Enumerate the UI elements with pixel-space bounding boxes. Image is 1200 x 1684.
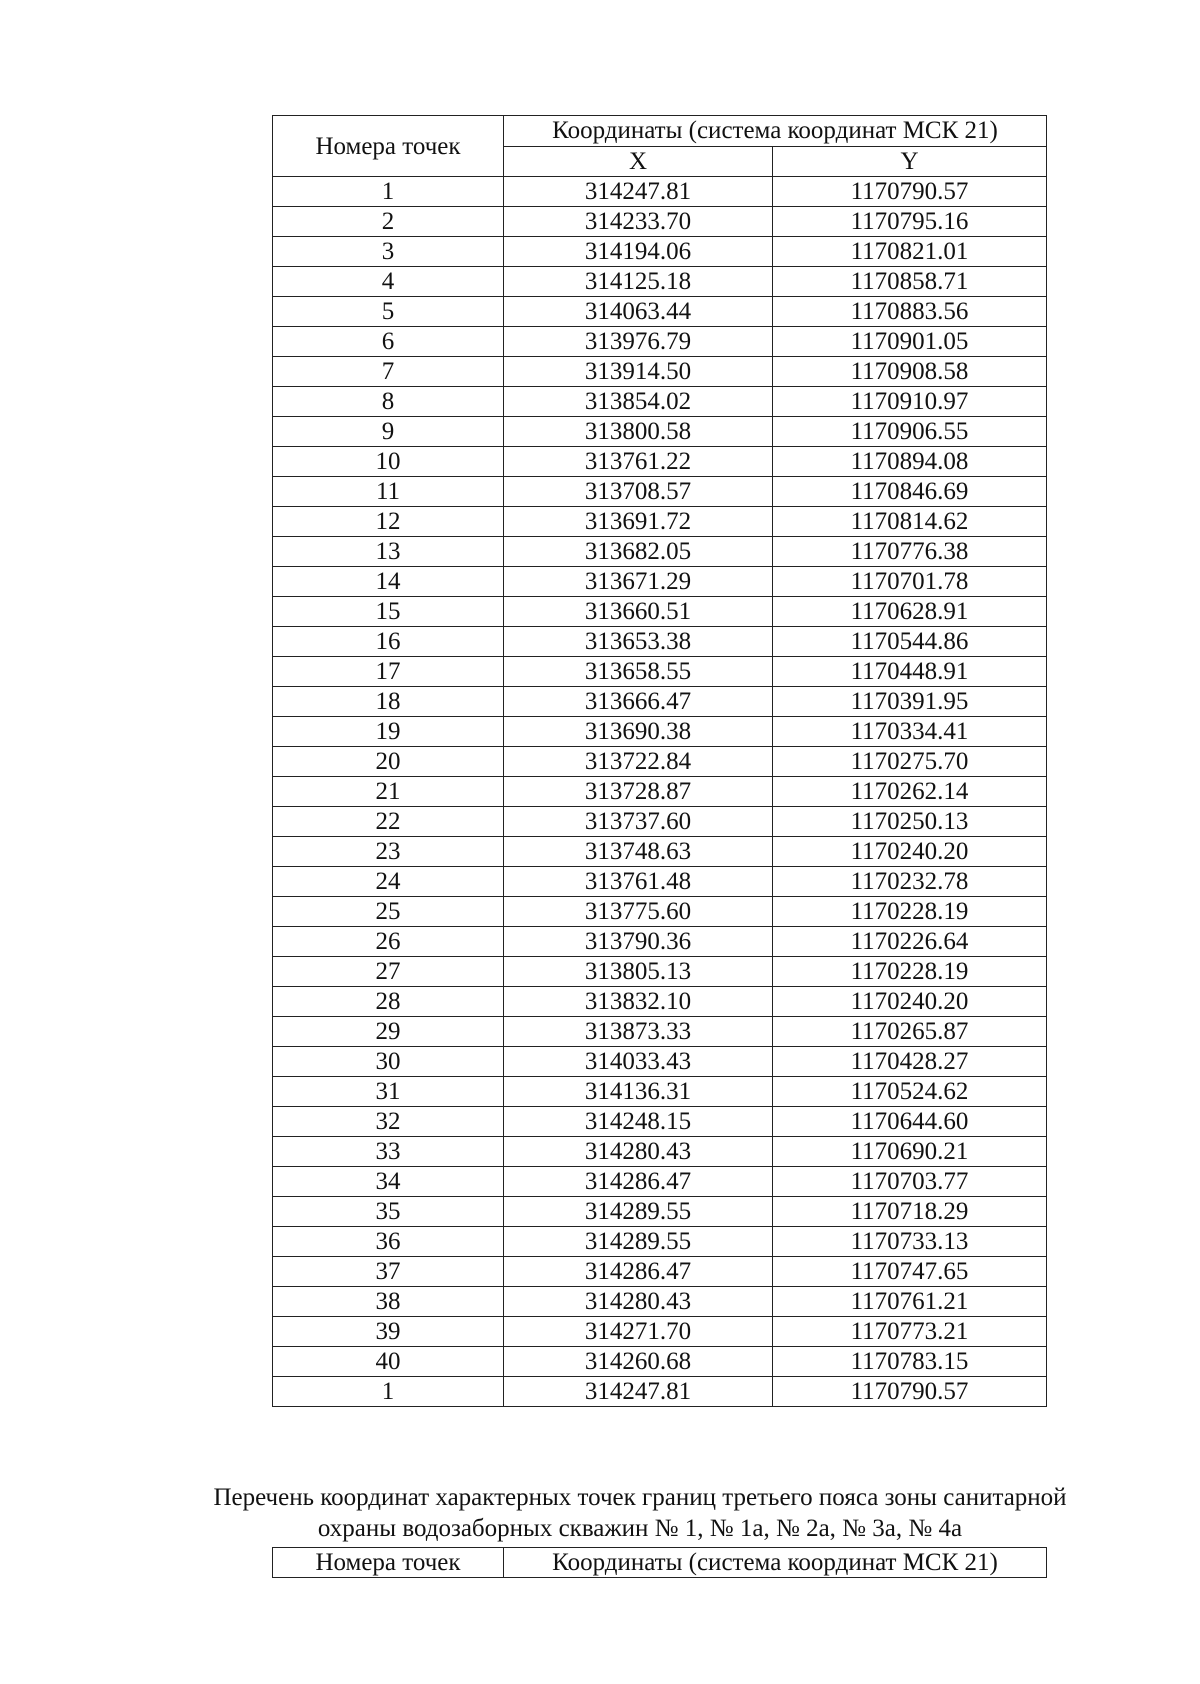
point-number-cell: 29 [273,1017,504,1047]
point-number-cell: 28 [273,987,504,1017]
header-coordinates: Координаты (система координат МСК 21) [504,116,1047,147]
y-coordinate-cell: 1170901.05 [773,327,1047,357]
x-coordinate-cell: 314280.43 [504,1287,773,1317]
point-number-cell: 15 [273,597,504,627]
y-coordinate-cell: 1170910.97 [773,387,1047,417]
table-row [273,1347,1047,1377]
point-number-cell: 14 [273,567,504,597]
point-number-cell: 19 [273,717,504,747]
point-number-cell: 5 [273,297,504,327]
y-coordinate-cell: 1170821.01 [773,237,1047,267]
point-number-cell: 7 [273,357,504,387]
x-coordinate-cell: 314033.43 [504,1047,773,1077]
table-row [273,177,1047,207]
y-coordinate-cell: 1170628.91 [773,597,1047,627]
y-coordinate-cell: 1170747.65 [773,1257,1047,1287]
y-coordinate-cell: 1170858.71 [773,267,1047,297]
point-number-cell: 18 [273,687,504,717]
x-coordinate-cell: 313666.47 [504,687,773,717]
y-coordinate-cell: 1170226.64 [773,927,1047,957]
x-coordinate-cell: 314247.81 [504,177,773,207]
y-coordinate-cell: 1170262.14 [773,777,1047,807]
x-coordinate-cell: 313873.33 [504,1017,773,1047]
x-coordinate-cell: 313914.50 [504,357,773,387]
point-number-cell: 3 [273,237,504,267]
x-coordinate-cell: 313790.36 [504,927,773,957]
table-row [273,1287,1047,1317]
header-x: X [504,147,773,177]
table-row [273,1377,1047,1407]
y-coordinate-cell: 1170428.27 [773,1047,1047,1077]
x-coordinate-cell: 313775.60 [504,897,773,927]
point-number-cell: 32 [273,1107,504,1137]
table-row [273,927,1047,957]
table-row [273,447,1047,477]
table-row [273,1197,1047,1227]
x-coordinate-cell: 313854.02 [504,387,773,417]
y-coordinate-cell: 1170448.91 [773,657,1047,687]
table-row [273,1047,1047,1077]
point-number-cell: 6 [273,327,504,357]
table-row [273,687,1047,717]
x-coordinate-cell: 314280.43 [504,1137,773,1167]
y-coordinate-cell: 1170240.20 [773,837,1047,867]
y-coordinate-cell: 1170790.57 [773,177,1047,207]
table-row [273,1017,1047,1047]
x-coordinate-cell: 313737.60 [504,807,773,837]
point-number-cell: 1 [273,1377,504,1407]
y-coordinate-cell: 1170544.86 [773,627,1047,657]
x-coordinate-cell: 314248.15 [504,1107,773,1137]
x-coordinate-cell: 313728.87 [504,777,773,807]
point-number-cell: 8 [273,387,504,417]
table-row [273,477,1047,507]
y-coordinate-cell: 1170814.62 [773,507,1047,537]
x-coordinate-cell: 314286.47 [504,1257,773,1287]
x-coordinate-cell: 313832.10 [504,987,773,1017]
table-row [273,717,1047,747]
x-coordinate-cell: 313658.55 [504,657,773,687]
point-number-cell: 26 [273,927,504,957]
point-number-cell: 11 [273,477,504,507]
table-row [273,267,1047,297]
table-row [273,237,1047,267]
x-coordinate-cell: 314286.47 [504,1167,773,1197]
table-row [273,387,1047,417]
header-point-numbers: Номера точек [273,116,504,177]
y-coordinate-cell: 1170703.77 [773,1167,1047,1197]
point-number-cell: 38 [273,1287,504,1317]
x-coordinate-cell: 314063.44 [504,297,773,327]
y-coordinate-cell: 1170265.87 [773,1017,1047,1047]
y-coordinate-cell: 1170240.20 [773,987,1047,1017]
point-number-cell: 33 [273,1137,504,1167]
y-coordinate-cell: 1170908.58 [773,357,1047,387]
point-number-cell: 17 [273,657,504,687]
x-coordinate-cell: 313682.05 [504,537,773,567]
table-row [273,1317,1047,1347]
table-row [273,1137,1047,1167]
x-coordinate-cell: 313800.58 [504,417,773,447]
point-number-cell: 27 [273,957,504,987]
x-coordinate-cell: 313748.63 [504,837,773,867]
header-coordinates: Координаты (система координат МСК 21) [504,1548,1047,1578]
table-row [273,837,1047,867]
y-coordinate-cell: 1170790.57 [773,1377,1047,1407]
point-number-cell: 12 [273,507,504,537]
table-header-row [273,1548,1047,1578]
table-row [273,327,1047,357]
y-coordinate-cell: 1170761.21 [773,1287,1047,1317]
header-point-numbers: Номера точек [273,1548,504,1578]
y-coordinate-cell: 1170228.19 [773,897,1047,927]
table-row [273,1107,1047,1137]
table-row [273,207,1047,237]
table-row [273,1257,1047,1287]
y-coordinate-cell: 1170228.19 [773,957,1047,987]
y-coordinate-cell: 1170391.95 [773,687,1047,717]
y-coordinate-cell: 1170644.60 [773,1107,1047,1137]
y-coordinate-cell: 1170883.56 [773,297,1047,327]
y-coordinate-cell: 1170334.41 [773,717,1047,747]
y-coordinate-cell: 1170773.21 [773,1317,1047,1347]
table-row [273,807,1047,837]
y-coordinate-cell: 1170690.21 [773,1137,1047,1167]
table-header-row [273,116,1047,147]
point-number-cell: 1 [273,177,504,207]
x-coordinate-cell: 314271.70 [504,1317,773,1347]
table-row [273,987,1047,1017]
point-number-cell: 9 [273,417,504,447]
x-coordinate-cell: 313722.84 [504,747,773,777]
x-coordinate-cell: 313761.48 [504,867,773,897]
table-row [273,597,1047,627]
y-coordinate-cell: 1170232.78 [773,867,1047,897]
y-coordinate-cell: 1170275.70 [773,747,1047,777]
point-number-cell: 36 [273,1227,504,1257]
y-coordinate-cell: 1170906.55 [773,417,1047,447]
y-coordinate-cell: 1170846.69 [773,477,1047,507]
point-number-cell: 24 [273,867,504,897]
point-number-cell: 31 [273,1077,504,1107]
table-row [273,867,1047,897]
point-number-cell: 30 [273,1047,504,1077]
point-number-cell: 35 [273,1197,504,1227]
point-number-cell: 13 [273,537,504,567]
point-number-cell: 22 [273,807,504,837]
point-number-cell: 4 [273,267,504,297]
y-coordinate-cell: 1170776.38 [773,537,1047,567]
point-number-cell: 10 [273,447,504,477]
x-coordinate-cell: 313653.38 [504,627,773,657]
table-row [273,567,1047,597]
table-row [273,357,1047,387]
x-coordinate-cell: 313690.38 [504,717,773,747]
caption-line-1: Перечень координат характерных точек границ третьего пояса зоны санитарной [213,1484,1067,1511]
caption-line-2: охраны водозаборных скважин № 1, № 1а, № 2а, № 3а, № 4а [317,1515,963,1542]
y-coordinate-cell: 1170783.15 [773,1347,1047,1377]
table-row [273,417,1047,447]
x-coordinate-cell: 313761.22 [504,447,773,477]
x-coordinate-cell: 314289.55 [504,1227,773,1257]
coordinates-table-2 [272,1547,1047,1578]
table-row [273,627,1047,657]
x-coordinate-cell: 314260.68 [504,1347,773,1377]
header-y: Y [773,147,1047,177]
y-coordinate-cell: 1170250.13 [773,807,1047,837]
table-row [273,897,1047,927]
x-coordinate-cell: 314194.06 [504,237,773,267]
x-coordinate-cell: 313660.51 [504,597,773,627]
y-coordinate-cell: 1170701.78 [773,567,1047,597]
table-row [273,537,1047,567]
point-number-cell: 40 [273,1347,504,1377]
point-number-cell: 34 [273,1167,504,1197]
point-number-cell: 2 [273,207,504,237]
table-row [273,297,1047,327]
x-coordinate-cell: 313805.13 [504,957,773,987]
x-coordinate-cell: 313671.29 [504,567,773,597]
point-number-cell: 37 [273,1257,504,1287]
y-coordinate-cell: 1170894.08 [773,447,1047,477]
x-coordinate-cell: 314125.18 [504,267,773,297]
point-number-cell: 39 [273,1317,504,1347]
table-row [273,957,1047,987]
x-coordinate-cell: 314233.70 [504,207,773,237]
x-coordinate-cell: 313691.72 [504,507,773,537]
table-row [273,747,1047,777]
y-coordinate-cell: 1170718.29 [773,1197,1047,1227]
table-row [273,657,1047,687]
table-row [273,1077,1047,1107]
table-row [273,1227,1047,1257]
point-number-cell: 21 [273,777,504,807]
x-coordinate-cell: 314247.81 [504,1377,773,1407]
table-row [273,777,1047,807]
table-row [273,507,1047,537]
y-coordinate-cell: 1170524.62 [773,1077,1047,1107]
y-coordinate-cell: 1170733.13 [773,1227,1047,1257]
table-body [273,177,1047,1407]
x-coordinate-cell: 313708.57 [504,477,773,507]
point-number-cell: 25 [273,897,504,927]
x-coordinate-cell: 314289.55 [504,1197,773,1227]
point-number-cell: 16 [273,627,504,657]
x-coordinate-cell: 314136.31 [504,1077,773,1107]
table-caption [140,1482,1140,1544]
coordinates-table [272,115,1047,1407]
x-coordinate-cell: 313976.79 [504,327,773,357]
table-row [273,1167,1047,1197]
point-number-cell: 23 [273,837,504,867]
point-number-cell: 20 [273,747,504,777]
y-coordinate-cell: 1170795.16 [773,207,1047,237]
